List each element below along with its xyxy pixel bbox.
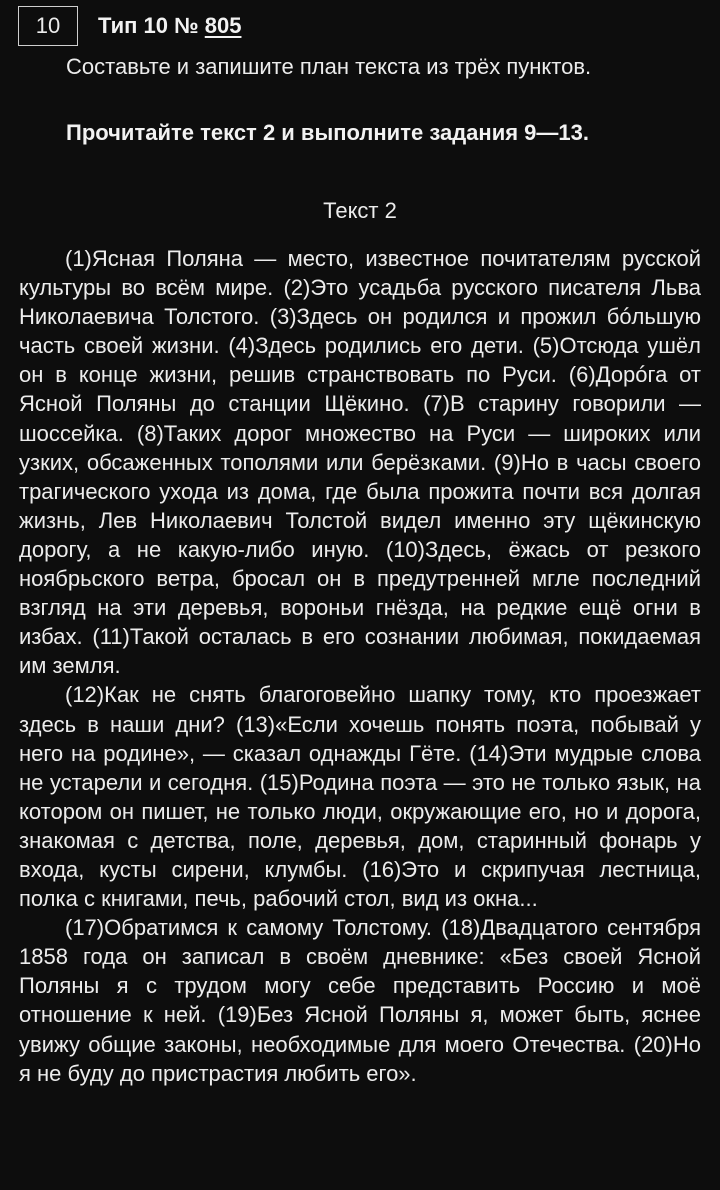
task-id-link[interactable]: 805 bbox=[204, 13, 242, 38]
task-header bbox=[18, 5, 241, 47]
reading-instruction: Прочитайте текст 2 и выполните задания 9—13. bbox=[66, 120, 589, 145]
paragraph: (1)Ясная Поляна — место, известное почитателям русской культуры во всём мире. (2)Это усадьба русского писателя Льва Николаевича Толстого. (3)Здесь он родился и прожил бóльшую часть своей жизни. (4)Здесь родились его дети. (5)Отсюда ушёл он в конце жизни, решив странствовать по Руси. (6)Дорóга от Ясной Поляны до станции Щёкино. (7)В старину говорили — шоссейка. (8)Таких дорог множество на Руси — широких или узких, обсаженных тополями или берёзками. (9)Но в часы своего трагического ухода из дома, где была прожита почти вся долгая жизнь, Лев Николаевич Толстой видел именно эту щёкинскую дорогу, а не какую-либо иную. (10)Здесь, ёжась от резкого ноябрьского ветра, бросал он в предутренней мгле последний взгляд на эти деревья, вороньи гнёзда, на редкие ещё огни в избах. (11)Такой осталась в его сознании любимая, покидаемая им земля. bbox=[19, 246, 701, 679]
task-question: Составьте и запишите план текста из трёх пунктов. bbox=[66, 54, 592, 79]
paragraph: (12)Как не снять благоговейно шапку тому, кто проезжает здесь в наши дни? (13)«Если хочешь понять поэта, побывай у него на родине», — сказал однажды Гёте. (14)Эти мудрые слова не устарели и сегодня. (15)Родина поэта — это не только язык, на котором он пишет, не только люди, окружающие его, но и дорога, знакомая с детства, поле, деревья, дом, старинный фонарь у входа, кусты сирени, клумбы. (16)Это и скрипучая лестница, полка с книгами, печь, рабочий стол, вид из окна... bbox=[19, 682, 701, 912]
task-type-title bbox=[98, 13, 241, 39]
task-number-badge: 10 bbox=[18, 6, 78, 46]
text-body bbox=[19, 244, 701, 1088]
task-type-label: Тип 10 № bbox=[98, 13, 205, 38]
paragraph: (17)Обратимся к самому Толстому. (18)Двадцатого сентября 1858 года он записал в своём дневнике: «Без своей Ясной Поляны я с трудом могу себе представить Россию и моё отношение к ней. (19)Без Ясной Поляны я, может быть, яснее увижу общие законы, необходимые для моего Отечества. (20)Но я не буду до пристрастия любить его». bbox=[19, 915, 701, 1086]
text-title: Текст 2 bbox=[323, 198, 397, 223]
